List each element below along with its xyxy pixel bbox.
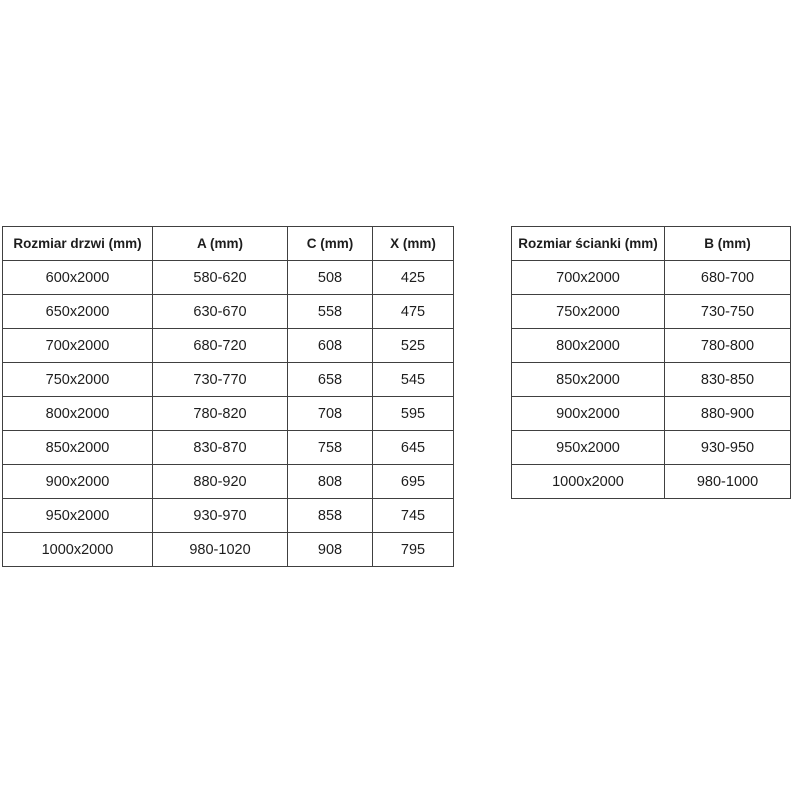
table-cell: 800x2000: [512, 329, 665, 363]
table-cell: 900x2000: [3, 465, 153, 499]
table-cell: 950x2000: [512, 431, 665, 465]
table-cell: 780-820: [153, 397, 288, 431]
table-cell: 708: [288, 397, 373, 431]
table-cell: 680-720: [153, 329, 288, 363]
table-cell: 900x2000: [512, 397, 665, 431]
table-row: [3, 329, 454, 363]
table-row: [512, 329, 791, 363]
table-cell: 750x2000: [512, 295, 665, 329]
column-header: B (mm): [665, 227, 791, 261]
table-row: [512, 397, 791, 431]
table-cell: 880-900: [665, 397, 791, 431]
column-header: Rozmiar drzwi (mm): [3, 227, 153, 261]
table-cell: 508: [288, 261, 373, 295]
table-cell: 545: [373, 363, 454, 397]
table-cell: 950x2000: [3, 499, 153, 533]
table-row: [512, 295, 791, 329]
table-row: [3, 295, 454, 329]
table-cell: 758: [288, 431, 373, 465]
table-cell: 1000x2000: [512, 465, 665, 499]
table-cell: 850x2000: [512, 363, 665, 397]
table-cell: 680-700: [665, 261, 791, 295]
table-row: [512, 363, 791, 397]
table-row: [3, 363, 454, 397]
table-cell: 730-770: [153, 363, 288, 397]
table-row: [3, 431, 454, 465]
column-header: C (mm): [288, 227, 373, 261]
table-cell: 745: [373, 499, 454, 533]
table-cell: 858: [288, 499, 373, 533]
table-cell: 830-850: [665, 363, 791, 397]
table-row: [3, 533, 454, 567]
table-header-row: [3, 227, 454, 261]
table-cell: 650x2000: [3, 295, 153, 329]
table-cell: 630-670: [153, 295, 288, 329]
table-cell: 800x2000: [3, 397, 153, 431]
table-row: [512, 261, 791, 295]
table-cell: 425: [373, 261, 454, 295]
table-cell: 600x2000: [3, 261, 153, 295]
table-row: [3, 397, 454, 431]
wall-sizes-table: [511, 226, 791, 499]
table-cell: 1000x2000: [3, 533, 153, 567]
table-cell: 645: [373, 431, 454, 465]
table-cell: 808: [288, 465, 373, 499]
door-sizes-table: [2, 226, 454, 567]
table-cell: 658: [288, 363, 373, 397]
table-cell: 795: [373, 533, 454, 567]
table-cell: 525: [373, 329, 454, 363]
column-header: Rozmiar ścianki (mm): [512, 227, 665, 261]
table-header-row: [512, 227, 791, 261]
table-cell: 830-870: [153, 431, 288, 465]
table-row: [3, 261, 454, 295]
table-cell: 780-800: [665, 329, 791, 363]
table-cell: 750x2000: [3, 363, 153, 397]
table-cell: 558: [288, 295, 373, 329]
table-cell: 930-970: [153, 499, 288, 533]
table-cell: 608: [288, 329, 373, 363]
table-cell: 580-620: [153, 261, 288, 295]
table-cell: 930-950: [665, 431, 791, 465]
table-cell: 700x2000: [512, 261, 665, 295]
table-cell: 730-750: [665, 295, 791, 329]
table-row: [3, 499, 454, 533]
table-cell: 980-1020: [153, 533, 288, 567]
table-row: [512, 465, 791, 499]
table-cell: 695: [373, 465, 454, 499]
table-cell: 475: [373, 295, 454, 329]
table-cell: 850x2000: [3, 431, 153, 465]
table-cell: 595: [373, 397, 454, 431]
column-header: A (mm): [153, 227, 288, 261]
table-cell: 908: [288, 533, 373, 567]
table-row: [3, 465, 454, 499]
table-cell: 880-920: [153, 465, 288, 499]
table-row: [512, 431, 791, 465]
column-header: X (mm): [373, 227, 454, 261]
table-cell: 700x2000: [3, 329, 153, 363]
table-cell: 980-1000: [665, 465, 791, 499]
